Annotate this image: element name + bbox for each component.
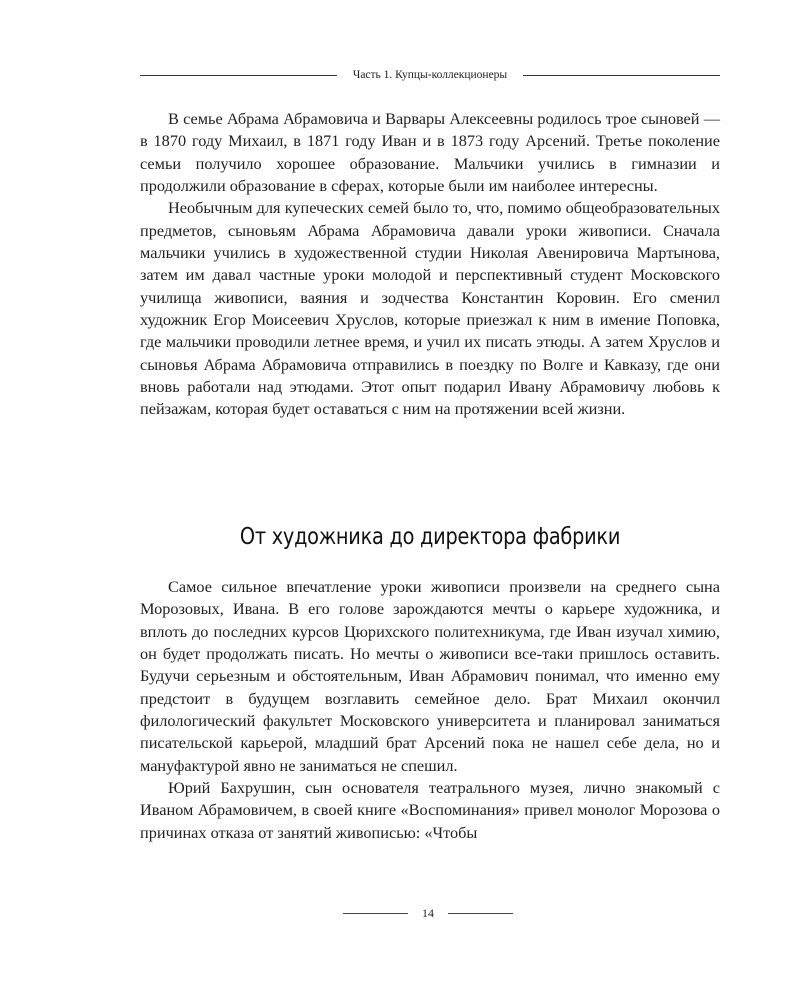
header-rule-left — [140, 75, 337, 76]
header-rule-right — [523, 75, 720, 76]
section-heading: От художника до директора фабрики — [239, 524, 621, 550]
section-2-text — [140, 576, 720, 844]
paragraph: Необычным для купеческих семей было то, что, помимо общеобразовательных предметов, сыновьям Абрама Абрамовича давали уроки живописи. Сначала мальчики учились в художественной студии Николая Авенировича Мартынова, затем им давал частные уроки молодой и перспективный студент Московского училища живописи, ваяния и зодчества Константин Коровин. Его сменил художник Егор Моисеевич Хруслов, которые приезжал к ним в имение Поповка, где мальчики проводили летнее время, и учил их писать этюды. А затем Хруслов и сыновья Абрама Абрамовича отправились в поездку по Волге и Кавказу, где они вновь работали над этюдами. Этот опыт подарил Ивану Абрамовичу любовь к пейзажам, которая будет оставаться с ним на протяжении всей жизни. — [140, 198, 720, 419]
paragraph: В семье Абрама Абрамовича и Варвары Алексеевны родилось трое сыновей — в 1870 году Михаил, в 1871 году Иван и в 1873 году Арсений. Третье поколение семьи получило хорошее образование. Мальчики учились в гимназии и продолжили образование в сферах, которые были им наиболее интересны. — [140, 109, 720, 196]
footer-rule-left — [343, 913, 408, 914]
running-header — [140, 64, 720, 86]
footer-rule-right — [448, 913, 513, 914]
page-number: 14 — [422, 905, 434, 920]
running-title: Часть 1. Купцы-коллекционеры — [352, 69, 508, 81]
section-1-text — [140, 108, 720, 421]
page-footer — [343, 902, 513, 924]
paragraph: Самое сильное впечатление уроки живописи произвели на среднего сына Морозовых, Ивана. В его голове зарождаются мечты о карьере художника, и вплоть до последних курсов Цюрихского политехникума, где Иван изучал химию, он будет продолжать писать. Но мечты о живописи все-таки пришлось оставить. Будучи серьезным и обстоятельным, Иван Абрамович понимал, что именно ему предстоит в будущем возглавить семейное дело. Брат Михаил окончил филологический факультет Московского университета и планировал заниматься писательской карьерой, младший брат Арсений пока не нашел себе дела, но и мануфактурой явно не заниматься не спешил. — [140, 577, 720, 775]
paragraph: Юрий Бахрушин, сын основателя театрального музея, лично знакомый с Иваном Абрамовичем, в своей книге «Воспоминания» привел монолог Морозова о причинах отказа от занятий живописью: «Чтобы — [140, 778, 720, 842]
